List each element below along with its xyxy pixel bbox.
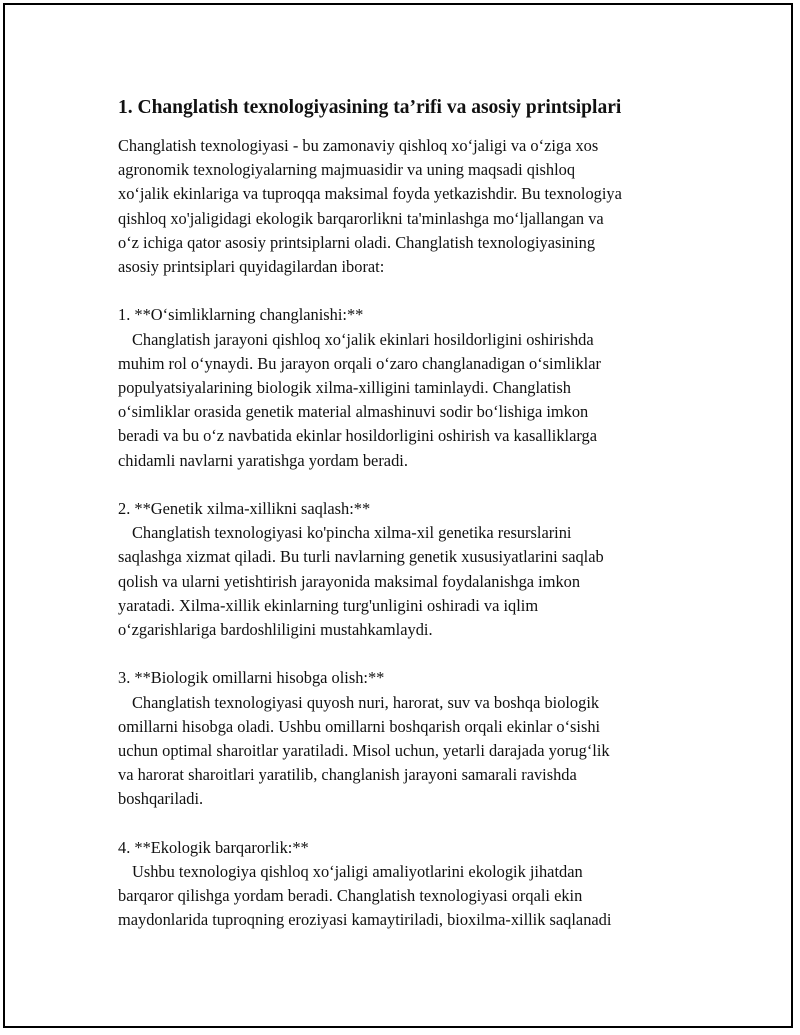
intro-paragraph <box>118 134 698 933</box>
text-line: o‘zgarishlariga bardoshliligini mustahkamlaydi. <box>118 620 433 640</box>
text-line: va harorat sharoitlari yaratilib, changlanish jarayoni samarali ravishda <box>118 765 577 785</box>
text-line: yaratadi. Xilma-xillik ekinlarning turg'unligini oshiradi va iqlim <box>118 595 539 615</box>
paragraph-gap <box>118 642 698 666</box>
paragraph-gap <box>118 473 698 497</box>
text-line: o‘simliklar orasida genetik material almashinuvi sodir bo‘lishiga imkon <box>118 402 589 422</box>
paragraph-gap <box>118 279 698 303</box>
section-heading: 4. **Ekologik barqarorlik:** <box>118 837 309 857</box>
document-body <box>118 96 698 933</box>
text-line: Ushbu texnologiya qishloq xo‘jaligi amaliyotlarini ekologik jihatdan <box>132 862 583 882</box>
text-line: xo‘jalik ekinlariga va tuproqqa maksimal foyda yetkazishdir. Bu texnologiya <box>118 184 622 204</box>
text-line: maydonlarida tuproqning eroziyasi kamaytiriladi, bioxilma-xillik saqlanadi <box>118 910 612 930</box>
section-heading: 3. **Biologik omillarni hisobga olish:** <box>118 668 385 688</box>
text-line: Changlatish texnologiyasi ko'pincha xilma-xil genetika resurslarini <box>132 523 572 543</box>
text-line: o‘z ichiga qator asosiy printsiplarni oladi. Changlatish texnologiyasining <box>118 232 596 252</box>
text-line: uchun optimal sharoitlar yaratiladi. Misol uchun, yetarli darajada yorug‘lik <box>118 741 610 761</box>
text-line: agronomik texnologiyalarning majmuasidir va uning maqsadi qishloq <box>118 160 576 180</box>
document-title: 1. Changlatish texnologiyasining ta’rifi va asosiy printsiplari <box>118 97 622 118</box>
text-line: populyatsiyalarining biologik xilma-xilligini taminlaydi. Changlatish <box>118 378 571 398</box>
section-heading: 2. **Genetik xilma-xillikni saqlash:** <box>118 499 371 519</box>
text-line: Changlatish jarayoni qishloq xo‘jalik ekinlari hosildorligini oshirishda <box>132 329 594 349</box>
text-line: asosiy printsiplari quyidagilardan iborat: <box>118 257 385 277</box>
text-line: Changlatish texnologiyasi quyosh nuri, harorat, suv va boshqa biologik <box>132 692 600 712</box>
text-line: saqlashga xizmat qiladi. Bu turli navlarning genetik xususiyatlarini saqlab <box>118 547 604 567</box>
text-line: barqaror qilishga yordam beradi. Changlatish texnologiyasi orqali ekin <box>118 886 583 906</box>
text-line: qolish va ularni yetishtirish jarayonida maksimal foydalanishga imkon <box>118 571 581 591</box>
paragraph-gap <box>118 812 698 836</box>
text-line: chidamli navlarni yaratishga yordam beradi. <box>118 450 408 470</box>
text-line: qishloq xo'jaligidagi ekologik barqarorlikni ta'minlashga mo‘ljallangan va <box>118 208 604 228</box>
section-heading: 1. **O‘simliklarning changlanishi:** <box>118 305 364 325</box>
text-line: boshqariladi. <box>118 789 204 809</box>
text-line: Changlatish texnologiyasi - bu zamonaviy qishloq xo‘jaligi va o‘ziga xos <box>118 136 599 155</box>
text-line: beradi va bu o‘z navbatida ekinlar hosildorligini oshirish va kasalliklarga <box>118 426 597 446</box>
text-line: omillarni hisobga oladi. Ushbu omillarni boshqarish orqali ekinlar o‘sishi <box>118 716 601 736</box>
text-line: muhim rol o‘ynaydi. Bu jarayon orqali o‘zaro changlanadigan o‘simliklar <box>118 353 601 373</box>
